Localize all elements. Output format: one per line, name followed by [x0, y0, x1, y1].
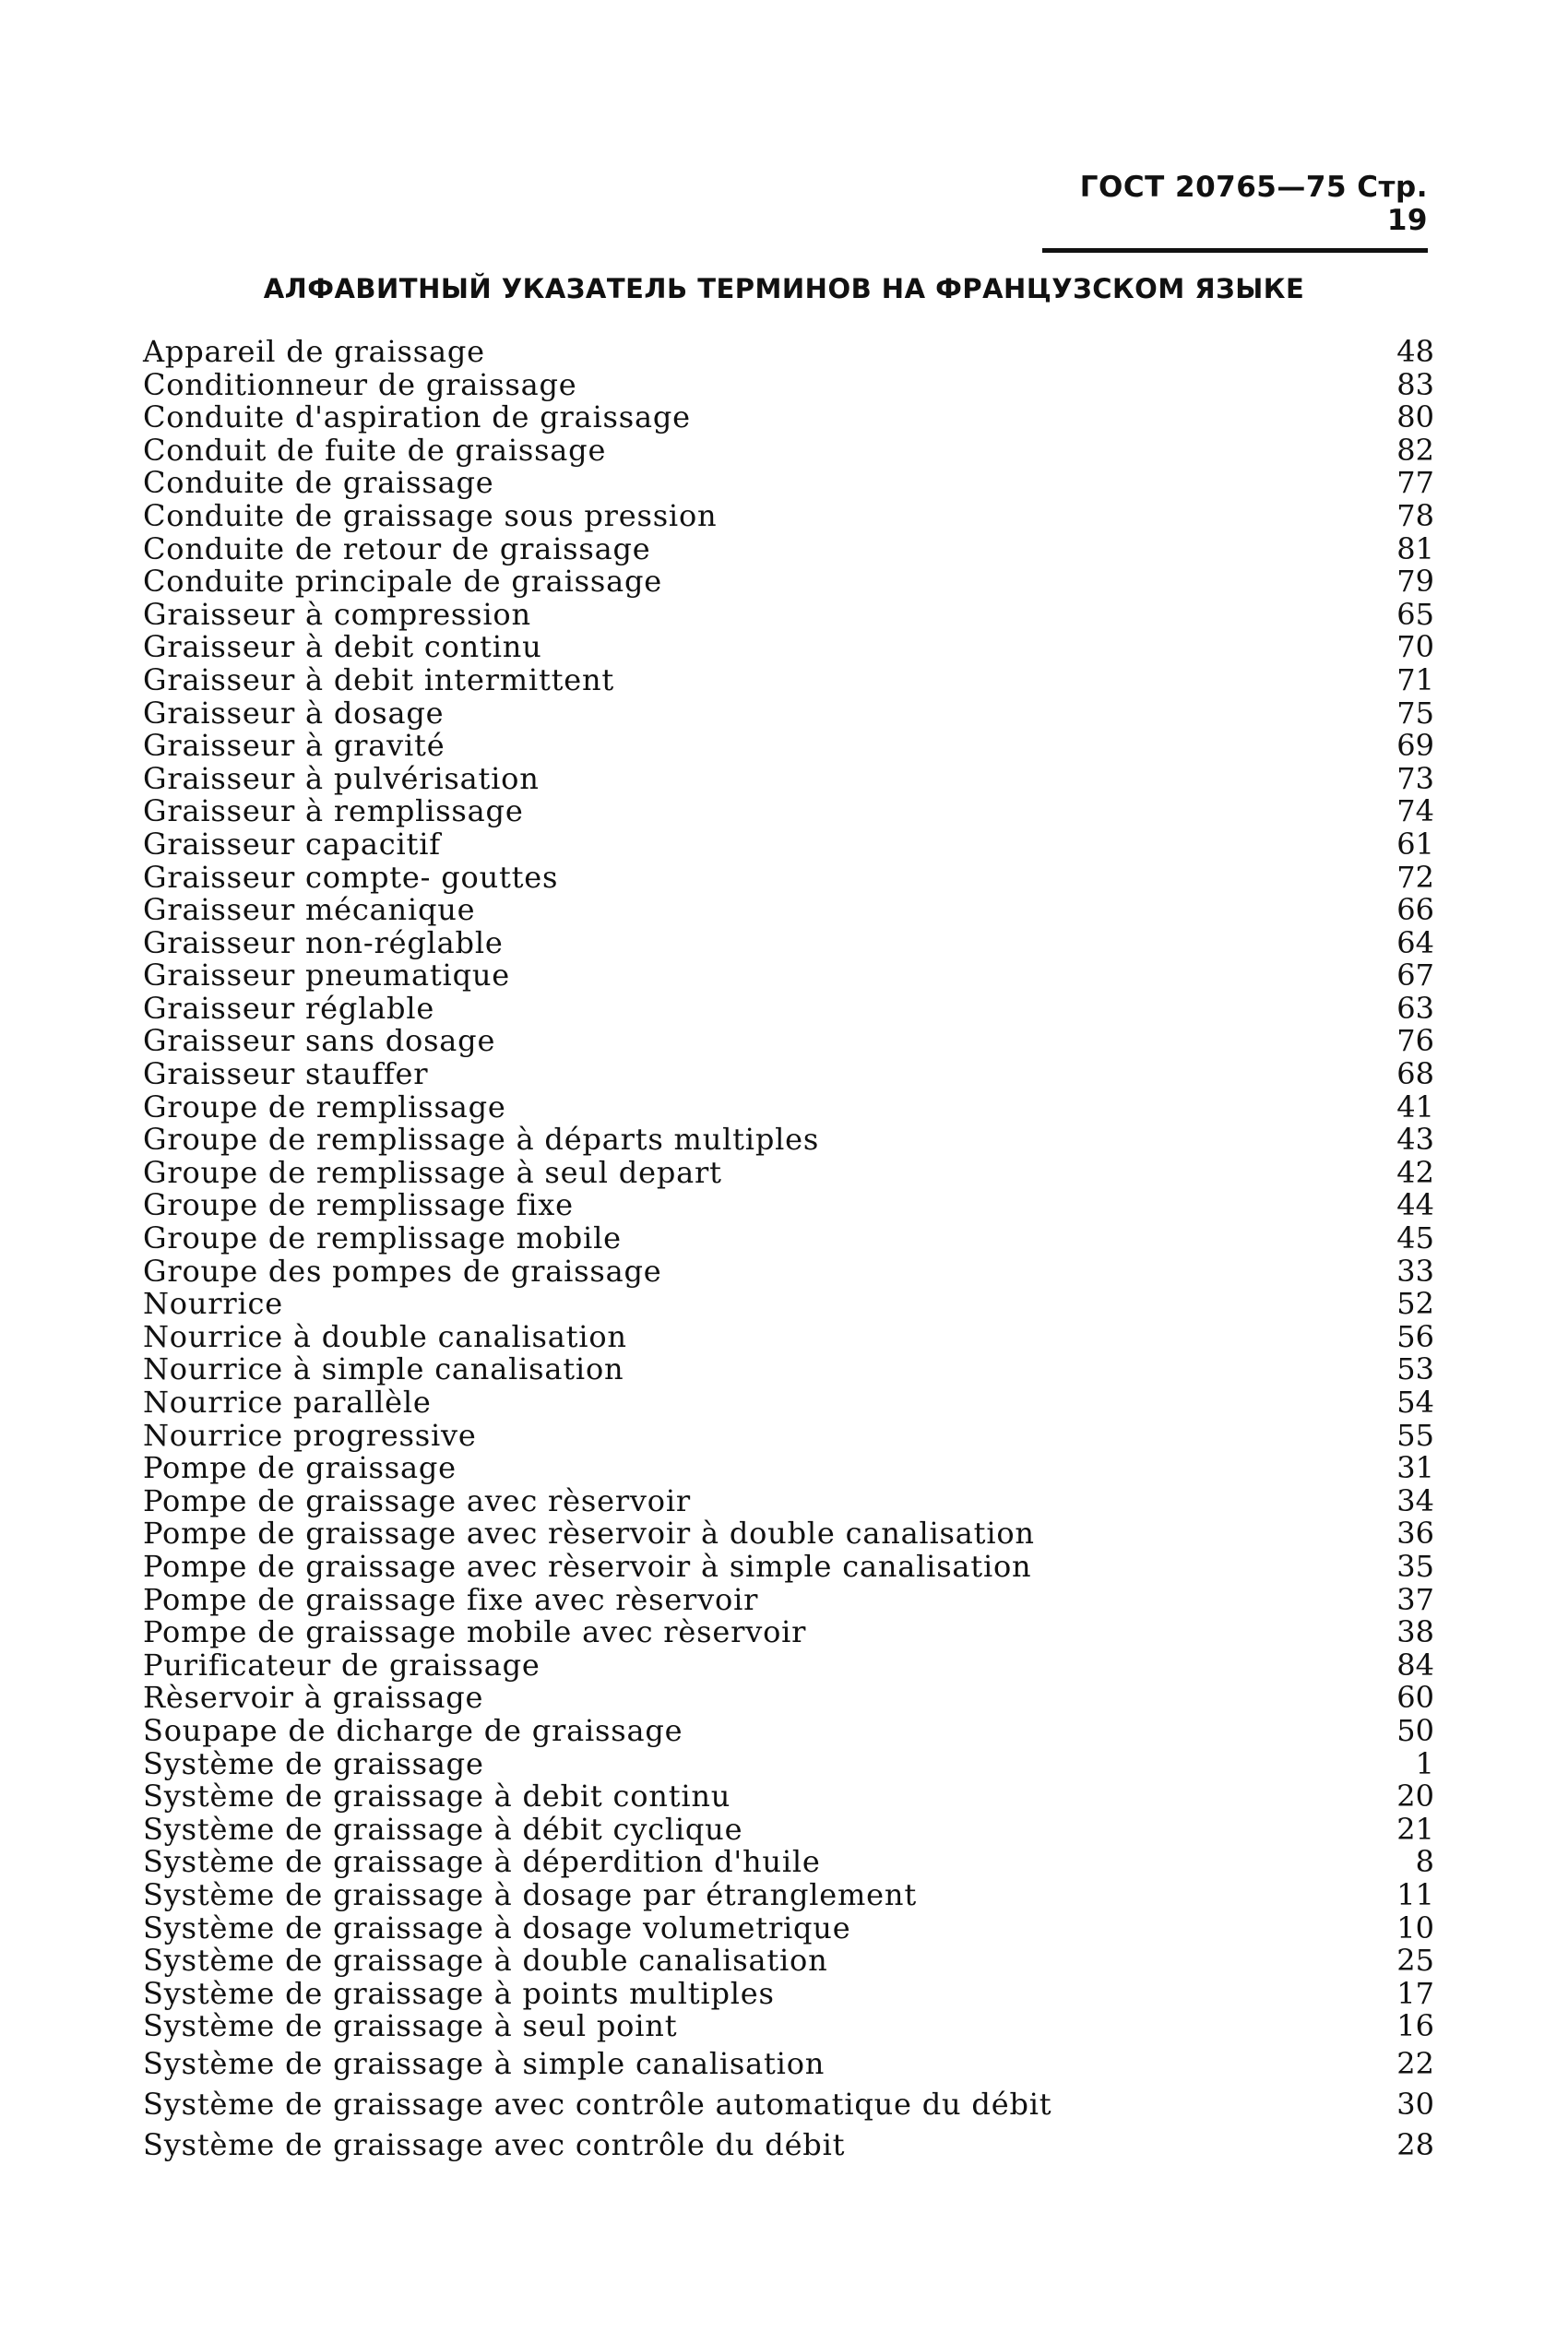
index-entry — [143, 1846, 1434, 1879]
index-reference-number: 81 — [1396, 530, 1434, 566]
index-reference-number: 31 — [1396, 1450, 1434, 1486]
index-reference-number: 48 — [1396, 334, 1434, 369]
term-index-list — [143, 336, 1434, 2165]
index-reference-number: 64 — [1396, 924, 1434, 960]
index-entry — [143, 401, 1434, 434]
index-term: Système de graissage à debit continu — [143, 1779, 731, 1814]
index-term: Graisseur pneumatique — [143, 958, 511, 993]
index-term: Conduite principale de graissage — [143, 564, 662, 600]
index-entry — [143, 1876, 1434, 1912]
index-term: Système de graissage — [143, 1745, 484, 1781]
index-entry — [143, 924, 1434, 960]
index-term: Pompe de graissage — [143, 1450, 457, 1486]
index-term: Nourrice parallèle — [143, 1385, 432, 1420]
index-term: Graisseur stauffer — [143, 1056, 429, 1092]
index-term: Groupe de remplissage — [143, 1089, 506, 1124]
index-reference-number: 69 — [1396, 728, 1434, 764]
index-reference-number: 25 — [1396, 1943, 1434, 1979]
index-reference-number: 52 — [1396, 1286, 1434, 1322]
index-entry — [143, 1780, 1434, 1814]
index-reference-number: 38 — [1396, 1614, 1434, 1650]
index-term: Pompe de graissage avec rèservoir — [143, 1482, 691, 1518]
index-term: Groupe de remplissage mobile — [143, 1220, 622, 1256]
index-entry — [143, 1616, 1434, 1649]
index-reference-number: 77 — [1396, 465, 1434, 501]
index-term: Graisseur réglable — [143, 990, 435, 1026]
index-reference-number: 17 — [1396, 1975, 1434, 2011]
index-term: Conduite de retour de graissage — [143, 530, 651, 566]
index-reference-number: 35 — [1396, 1548, 1434, 1584]
index-entry — [143, 760, 1434, 796]
index-term: Appareil de graissage — [143, 334, 485, 369]
index-term: Groupe des pompes de graissage — [143, 1253, 662, 1289]
index-entry — [143, 1517, 1434, 1551]
index-term: Graisseur à debit intermittent — [143, 661, 615, 697]
index-reference-number: 79 — [1396, 564, 1434, 600]
index-entry — [143, 2084, 1434, 2124]
index-entry — [143, 565, 1434, 599]
index-reference-number: 28 — [1396, 2126, 1434, 2162]
index-reference-number: 36 — [1396, 1516, 1434, 1552]
index-entry — [143, 859, 1434, 895]
index-reference-number: 71 — [1396, 661, 1434, 697]
index-entry — [143, 1745, 1434, 1781]
index-term: Rèservoir à graissage — [143, 1680, 484, 1716]
index-reference-number: 83 — [1396, 366, 1434, 402]
index-term: Graisseur sans dosage — [143, 1023, 496, 1059]
index-entry — [143, 1255, 1434, 1289]
index-reference-number: 61 — [1396, 826, 1434, 862]
index-reference-number: 37 — [1396, 1581, 1434, 1617]
index-reference-number: 42 — [1396, 1154, 1434, 1190]
index-term: Graisseur mécanique — [143, 892, 476, 928]
index-reference-number: 8 — [1415, 1844, 1434, 1880]
index-term: Conduite de graissage sous pression — [143, 497, 718, 533]
index-reference-number: 56 — [1396, 1318, 1434, 1354]
index-term: Système de graissage avec contrôle du débit — [143, 2126, 846, 2162]
index-reference-number: 1 — [1415, 1745, 1434, 1781]
index-entry — [143, 1091, 1434, 1124]
index-title: АЛФАВИТНЫЙ УКАЗАТЕЛЬ ТЕРМИНОВ НА ФРАНЦУЗСКОМ ЯЗЫКЕ — [263, 273, 1305, 304]
index-reference-number: 60 — [1396, 1680, 1434, 1716]
index-reference-number: 75 — [1396, 695, 1434, 731]
index-reference-number: 78 — [1396, 497, 1434, 533]
index-reference-number: 66 — [1396, 892, 1434, 928]
index-reference-number: 63 — [1396, 990, 1434, 1026]
index-term: Conditionneur de graissage — [143, 366, 577, 402]
index-reference-number: 65 — [1396, 596, 1434, 632]
index-entry — [143, 1417, 1434, 1453]
index-term: Groupe de remplissage fixe — [143, 1187, 574, 1223]
index-term: Graisseur à dosage — [143, 695, 445, 731]
index-reference-number: 73 — [1396, 760, 1434, 796]
index-term: Nourrice progressive — [143, 1417, 477, 1453]
index-reference-number: 53 — [1396, 1351, 1434, 1387]
index-reference-number: 34 — [1396, 1482, 1434, 1518]
index-entry — [143, 661, 1434, 697]
index-reference-number: 33 — [1396, 1253, 1434, 1289]
index-entry — [143, 1452, 1434, 1485]
index-entry — [143, 990, 1434, 1026]
index-reference-number: 30 — [1396, 2086, 1434, 2122]
index-term: Nourrice à double canalisation — [143, 1318, 627, 1354]
index-entry — [143, 730, 1434, 763]
index-entry — [143, 1975, 1434, 2011]
index-reference-number: 54 — [1396, 1385, 1434, 1420]
index-term: Pompe de graissage mobile avec rèservoir — [143, 1614, 807, 1650]
index-term: Graisseur à remplissage — [143, 793, 524, 829]
index-reference-number: 82 — [1396, 432, 1434, 468]
index-term: Système de graissage avec contrôle automatique du débit — [143, 2086, 1052, 2122]
index-reference-number: 10 — [1396, 1910, 1434, 1945]
index-entry — [143, 1945, 1434, 1978]
index-entry — [143, 1353, 1434, 1386]
index-entry — [143, 596, 1434, 632]
index-term: Graisseur à compression — [143, 596, 531, 632]
index-reference-number: 45 — [1396, 1220, 1434, 1256]
index-term: Graisseur à debit continu — [143, 629, 542, 665]
index-reference-number: 67 — [1396, 958, 1434, 993]
index-reference-number: 16 — [1396, 2008, 1434, 2044]
index-reference-number: 76 — [1396, 1023, 1434, 1059]
index-entry — [143, 1548, 1434, 1584]
index-entry — [143, 1581, 1434, 1617]
index-term: Graisseur à pulvérisation — [143, 760, 540, 796]
index-term: Système de graissage à dosage volumetrique — [143, 1910, 851, 1945]
index-term: Système de graissage à simple canalisation — [143, 2045, 826, 2081]
index-reference-number: 44 — [1396, 1187, 1434, 1223]
index-term: Purificateur de graissage — [143, 1647, 540, 1683]
index-reference-number: 84 — [1396, 1647, 1434, 1683]
index-term: Pompe de graissage avec rèservoir à double canalisation — [143, 1516, 1035, 1552]
index-entry — [143, 336, 1434, 369]
index-term: Groupe de remplissage à seul depart — [143, 1154, 722, 1190]
index-entry — [143, 1912, 1434, 1945]
index-entry — [143, 1682, 1434, 1715]
index-reference-number: 43 — [1396, 1122, 1434, 1158]
index-reference-number: 41 — [1396, 1089, 1434, 1124]
index-reference-number: 55 — [1396, 1417, 1434, 1453]
index-entry — [143, 1482, 1434, 1518]
index-reference-number: 21 — [1396, 1811, 1434, 1847]
index-reference-number: 68 — [1396, 1056, 1434, 1092]
index-entry — [143, 366, 1434, 402]
index-entry — [143, 1058, 1434, 1091]
index-term: Graisseur compte- gouttes — [143, 859, 559, 895]
index-reference-number: 72 — [1396, 859, 1434, 895]
index-entry — [143, 1154, 1434, 1190]
index-term: Groupe de remplissage à départs multiples — [143, 1122, 820, 1158]
index-entry — [143, 497, 1434, 533]
index-term: Conduit de fuite de graissage — [143, 432, 607, 468]
running-head: ГОСТ 20765—75 Стр. 19 — [1042, 171, 1428, 253]
index-reference-number: 74 — [1396, 793, 1434, 829]
index-term: Nourrice à simple canalisation — [143, 1351, 624, 1387]
index-entry — [143, 1189, 1434, 1222]
index-term: Graisseur à gravité — [143, 728, 445, 764]
index-term: Nourrice — [143, 1286, 283, 1322]
index-entry — [143, 1025, 1434, 1058]
index-term: Système de graissage à déperdition d'huile — [143, 1844, 821, 1880]
index-entry — [143, 530, 1434, 566]
index-entry — [143, 959, 1434, 993]
index-term: Système de graissage à double canalisation — [143, 1943, 828, 1979]
index-entry — [143, 2124, 1434, 2165]
index-entry — [143, 1288, 1434, 1321]
index-entry — [143, 467, 1434, 500]
index-term: Système de graissage à débit cyclique — [143, 1811, 743, 1847]
index-entry — [143, 1318, 1434, 1354]
index-term: Système de graissage à dosage par étranglement — [143, 1876, 917, 1912]
index-term: Système de graissage à seul point — [143, 2008, 678, 2044]
index-entry — [143, 1649, 1434, 1683]
index-term: Pompe de graissage avec rèservoir à simple canalisation — [143, 1548, 1032, 1584]
index-entry — [143, 1222, 1434, 1255]
index-reference-number: 80 — [1396, 399, 1434, 435]
index-entry — [143, 894, 1434, 927]
index-reference-number: 70 — [1396, 629, 1434, 665]
index-entry — [143, 2043, 1434, 2084]
index-reference-number: 50 — [1396, 1712, 1434, 1748]
index-term: Graisseur capacitif — [143, 826, 441, 862]
index-term: Conduite d'aspiration de graissage — [143, 399, 691, 435]
index-entry — [143, 2010, 1434, 2043]
index-reference-number: 11 — [1396, 1876, 1434, 1912]
index-reference-number: 22 — [1396, 2045, 1434, 2081]
index-entry — [143, 1712, 1434, 1748]
index-entry — [143, 795, 1434, 828]
index-reference-number: 20 — [1396, 1779, 1434, 1814]
index-term: Soupape de dicharge de graissage — [143, 1712, 683, 1748]
index-entry — [143, 1811, 1434, 1847]
index-term: Système de graissage à points multiples — [143, 1975, 775, 2011]
index-entry — [143, 631, 1434, 664]
index-entry — [143, 434, 1434, 468]
index-term: Conduite de graissage — [143, 465, 494, 501]
index-entry — [143, 828, 1434, 862]
index-entry — [143, 697, 1434, 731]
index-term: Pompe de graissage fixe avec rèservoir — [143, 1581, 759, 1617]
index-entry — [143, 1386, 1434, 1420]
index-term: Graisseur non-réglable — [143, 924, 504, 960]
index-entry — [143, 1124, 1434, 1157]
